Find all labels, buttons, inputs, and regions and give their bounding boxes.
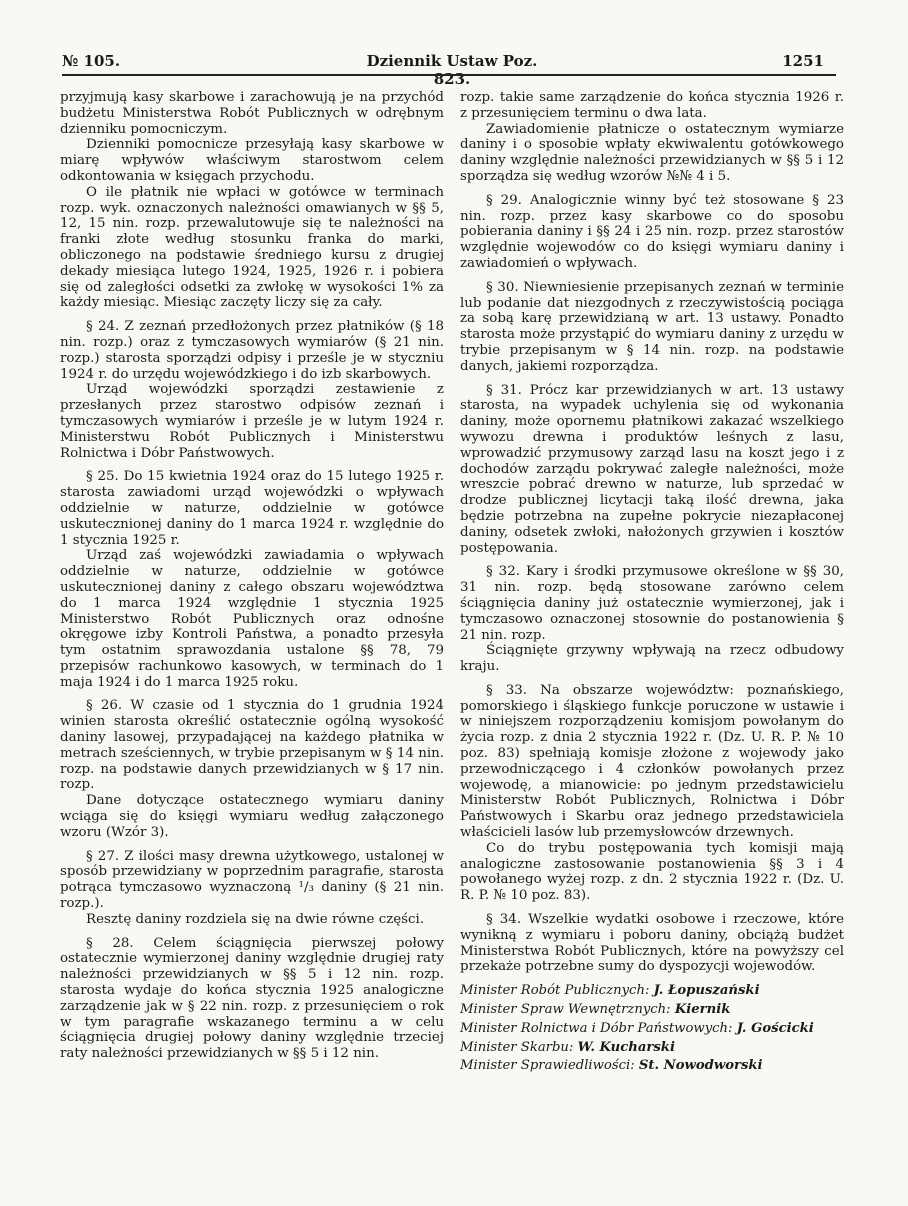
signature-line [460, 1021, 844, 1037]
right-column [460, 90, 844, 1074]
signature-role: Minister Sprawiedliwości: [460, 1058, 635, 1074]
paragraph: § 25. Do 15 kwietnia 1924 oraz do 15 lutego 1925 r. starosta zawiadomi urząd wojewódzki o wpływach oddzielnie w naturze, oddzielnie w gotówce uskutecznionej daniny do 1 marca 1924 r. względnie do 1 stycznia 1925 r. [60, 469, 444, 548]
signature-role: Minister Robót Publicznych: [460, 983, 650, 999]
paragraph: Zawiadomienie płatnicze o ostatecznym wymiarze daniny i o sposobie wpłaty ekwiwalentu gotówkowego daniny względnie należności przewidzianych w §§ 5 i 12 sporządza się według wzorów №№ 4 i 5. [460, 121, 844, 184]
signature-line [460, 983, 844, 999]
signatures [460, 983, 844, 1074]
signature-name: Kiernik [674, 1002, 731, 1018]
signature-role: Minister Skarbu: [460, 1039, 574, 1055]
paragraph: Resztę daniny rozdziela się na dwie równe części. [86, 911, 425, 927]
paragraph: § 34. Wszelkie wydatki osobowe i rzeczowe, które wynikną z wymiaru i poboru daniny, obciążą budżet Ministerstwa Robót Publicznych, które na powyższy cel przekaże potrzebne sumy do dyspozycji wojewodów. [460, 912, 844, 975]
paragraph: Ściągnięte grzywny wpływają na rzecz odbudowy kraju. [460, 643, 844, 675]
signature-line [460, 1040, 844, 1056]
left-column [60, 90, 444, 1062]
paragraph: Dzienniki pomocnicze przesyłają kasy skarbowe w miarę wpływów właściwym starostwom celem odkontowania w księgach przychodu. [60, 137, 444, 184]
paragraph: Co do trybu postępowania tych komisji mają analogiczne zastosowanie postanowienia §§ 3 i 4 powołanego wyżej rozp. z dn. 2 stycznia 1922 r. (Dz. U. R. P. № 10 poz. 83). [460, 840, 844, 904]
paragraph: § 31. Prócz kar przewidzianych w art. 13 ustawy starosta, na wypadek uchylenia się od wykonania daniny, może opornemu płatnikowi zakazać wszelkiego wywozu drewna i produktów leśnych z lasu, wprowadzić przymusowy zarząd lasu na koszt jego i z dochodów zarządu pokrywać zaległe należności, może wreszcie pobrać drewno w naturze, lub sprzedać w drodze publicznej licytacji taką ilość drewna, jaka będzie potrzebna na zupełne pokrycie niezapłaconej daniny, odsetek zwłoki, nałożonych grzywien i kosztów postępowania. [460, 382, 844, 556]
paragraph: Dane dotyczące ostatecznego wymiaru daniny wciąga się do księgi wymiaru według załączonego wzoru (Wzór 3). [60, 793, 444, 840]
page-number: 1251 [782, 52, 824, 70]
journal-title: Dziennik Ustaw Poz. 823. [366, 52, 538, 88]
paragraph: § 29. Analogicznie winny być też stosowane § 23 nin. rozp. przez kasy skarbowe co do sposobu pobierania daniny i §§ 24 i 25 nin. rozp. przez starostów względnie wojewodów co do księgi wymiaru daniny i zawiadomień o wpływach. [460, 192, 844, 271]
paragraph: § 26. W czasie od 1 stycznia do 1 grudnia 1924 winien starosta określić ostatecznie ogólną wysokość daniny lasowej, przypadającej na każdego płatnika w metrach sześciennych, w trybie przepisanym w § 14 nin. rozp. na podstawie danych przewidzianych w § 17 nin. rozp. [60, 698, 444, 793]
paragraph: § 33. Na obszarze województw: poznańskiego, pomorskiego i śląskiego funkcje poruczone w ustawie i w niniejszem rozporządzeniu komisjom powołanym do życia rozp. z dnia 2 stycznia 1922 r. (Dz. U. R. P. № 10 poz. 83) spełniają komisje złożone z wojewody jako przewodniczącego i 4 członków powołanych przez wojewodę, a mianowicie: po jednym przedstawicielu Ministerstw Robót Publicznych, Rolnictwa i Dóbr Państwowych i Skarbu oraz jednego przedstawiciela właścicieli lasów lub przemysłowców drzewnych. [460, 682, 844, 841]
paragraph: § 24. Z zeznań przedłożonych przez płatników (§ 18 nin. rozp.) oraz z tymczasowych wymiarów (§ 21 nin. rozp.) starosta sporządzi odpisy i prześle je w styczniu 1924 r. do urzędu wojewódzkiego i do izb skarbowych. [60, 319, 444, 382]
signature-name: J. Gościcki [736, 1020, 814, 1036]
signature-role: Minister Spraw Wewnętrznych: [460, 1002, 671, 1018]
paragraph: Urząd wojewódzki sporządzi zestawienie z przesłanych przez starostwo odpisów zeznań i tymczasowych wymiarów i prześle je w lutym 1924 r. Ministerstwu Robót Publicznych i Ministerstwu Rolnictwa i Dóbr Państwowych. [60, 382, 444, 461]
page-header [62, 52, 824, 88]
paragraph: § 30. Niewniesienie przepisanych zeznań w terminie lub podanie dat niezgodnych z rzeczywistością pociąga za sobą karę przewidzianą w art. 13 ustawy. Ponadto starosta może przystąpić do wymiaru daniny z urzędu w trybie przepisanym w § 14 nin. rozp. na podstawie danych, jakiemi rozporządza. [460, 279, 844, 374]
paragraph: § 32. Kary i środki przymusowe określone w §§ 30, 31 nin. rozp. będą stosowane zarówno celem ściągnięcia daniny już ostatecznie wymierzonej, jak i tymczasowo oznaczonej stosownie do postanowienia § 21 nin. rozp. [460, 564, 844, 643]
paragraph: Urząd zaś wojewódzki zawiadamia o wpływach oddzielnie w naturze, oddzielnie w gotówce uskutecznionej daniny z całego obszaru województwa do 1 marca 1924 względnie 1 stycznia 1925 Ministerstwo Robót Publicznych oraz odnośne okręgowe izby Kontroli Państwa, a ponadto przesyła tym ostatnim sprawozdania ustalone §§ 78, 79 przepisów rachunkowo kasowych, w terminach do 1 maja 1924 i do 1 marca 1925 roku. [60, 548, 444, 690]
header-rule [62, 74, 836, 76]
signature-line [460, 1058, 844, 1074]
signature-role: Minister Rolnictwa i Dóbr Państwowych: [460, 1020, 733, 1036]
paragraph: § 27. Z ilości masy drewna użytkowego, ustalonej w sposób przewidziany w poprzednim paragrafie, starosta potrąca tymczasowo wyznaczoną ¹/₃ daniny (§ 21 nin. rozp.). [60, 848, 444, 912]
right-column-paragraphs [460, 90, 844, 975]
signature-name: St. Nowodworski [638, 1058, 763, 1074]
signature-name: W. Kucharski [577, 1039, 675, 1055]
paragraph: przyjmują kasy skarbowe i zarachowują je na przychód budżetu Ministerstwa Robót Publicznych w odrębnym dzienniku pomocniczym. [60, 90, 444, 137]
paragraph: § 28. Celem ściągnięcia pierwszej połowy ostatecznie wymierzonej daniny względnie drugiej raty należności przewidzianych w §§ 5 i 12 nin. rozp. starosta wydaje do końca stycznia 1925 analogiczne zarządzenie jak w § 22 nin. rozp. z przesunięciem o rok w tym paragrafie wskazanego terminu a w celu ściągnięcia drugiej połowy daniny względnie trzeciej raty należności przewidzianych w §§ 5 i 12 nin. [60, 935, 444, 1062]
paragraph: O ile płatnik nie wpłaci w gotówce w terminach rozp. wyk. oznaczonych należności omawianych w §§ 5, 12, 15 nin. rozp. przewalutowuje się te należności na franki złote według stosunku franka do marki, obliczonego na podstawie średniego kursu z drugiej dekady miesiąca lutego 1924, 1925, 1926 r. i pobiera się od zaległości odsetki za zwłokę w wysokości 1% za każdy miesiąc. Miesiąc zaczęty liczy się za cały. [60, 184, 444, 311]
issue-number: № 105. [62, 52, 121, 70]
paragraph: rozp. takie same zarządzenie do końca stycznia 1926 r. z przesunięciem terminu o dwa lata. [460, 90, 844, 121]
signature-line [460, 1002, 844, 1018]
signature-name: J. Łopuszański [653, 983, 760, 999]
